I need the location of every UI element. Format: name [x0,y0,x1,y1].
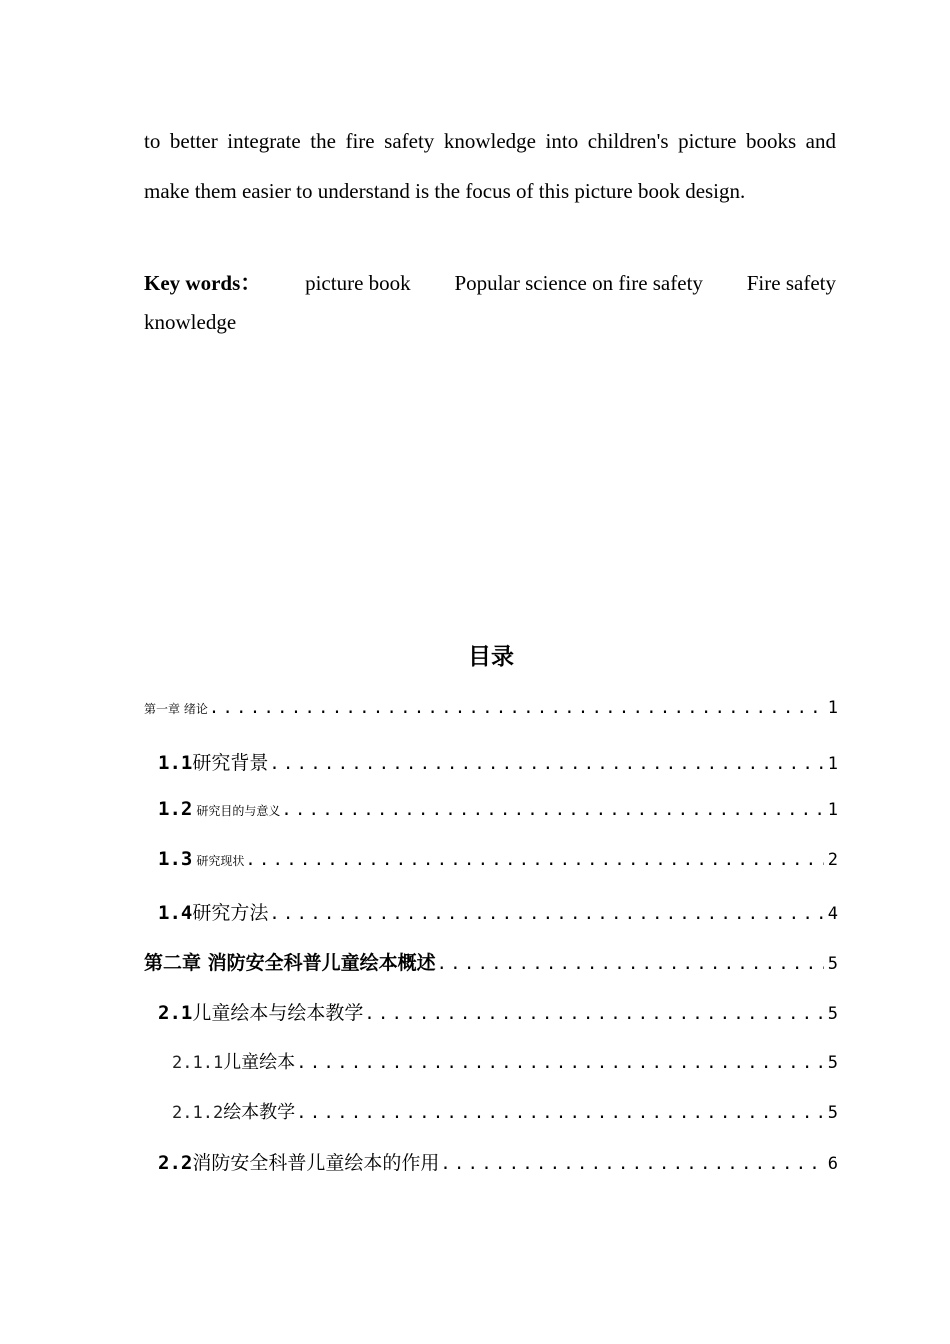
toc-page-number: 5 [827,1004,838,1024]
toc-entry[interactable] [158,1148,838,1178]
toc-section-number: 1.1 [158,752,193,774]
toc-page-number: 6 [827,1154,838,1174]
keyword-continuation: knowledge [144,310,237,334]
keyword-item: Fire safety [746,271,836,295]
toc-leader [296,1103,824,1123]
toc-section-number: 1.2 [158,798,193,820]
toc-entry[interactable] [172,1048,838,1078]
toc-entry-text: 研究现状 [196,854,245,868]
toc-entry-text: 研究背景 [192,752,269,774]
toc-entry[interactable] [158,898,838,928]
toc-entry[interactable] [172,1098,838,1128]
toc-entry[interactable] [144,948,838,978]
toc-section-number: 2.1 [158,1002,193,1024]
toc-entry-text: 第一章 绪论 [144,702,208,716]
toc-entry[interactable] [158,998,838,1028]
toc-entry-text: 第二章 消防安全科普儿童绘本概述 [144,952,436,974]
toc-entry-text: 研究目的与意义 [196,804,281,818]
toc-entry-text: 儿童绘本与绘本教学 [192,1002,364,1024]
toc-leader [364,1004,823,1024]
toc-leader [209,698,824,718]
toc-page-number: 2 [827,850,838,870]
toc-leader [296,1053,824,1073]
toc-entry-text: 研究方法 [192,902,269,924]
toc-entry-text: 绘本教学 [223,1102,296,1123]
keyword-item: picture book [305,271,411,295]
keywords-label: Key words： [144,271,262,295]
toc-entry[interactable] [158,798,838,828]
abstract-line-2: make them easier to understand is the focus of this picture book design. [144,179,746,203]
toc-page-number: 5 [827,1053,838,1073]
keywords-block [144,264,836,342]
toc-entry[interactable] [158,848,838,878]
toc-section-number: 1.3 [158,848,193,870]
toc-leader [437,954,824,974]
toc-page-number: 5 [827,1103,838,1123]
toc-section-number: 2.1.1 [172,1053,224,1073]
toc-entry-text: 儿童绘本 [223,1052,296,1073]
toc-page-number: 1 [827,754,838,774]
toc-leader [281,800,823,820]
toc-section-number: 2.2 [158,1152,193,1174]
toc-leader [269,904,823,924]
toc-leader [440,1154,823,1174]
keyword-item: Popular science on fire safety [454,271,703,295]
toc-page-number: 5 [827,954,838,974]
toc-entry-text: 消防安全科普儿童绘本的作用 [192,1152,440,1174]
toc-page-number: 4 [827,904,838,924]
abstract-line-1: to better integrate the fire safety knowledge into children's picture books and [144,129,836,153]
toc-entry[interactable] [158,748,838,778]
toc-section-number: 1.4 [158,902,193,924]
toc-entry[interactable] [144,698,838,728]
toc-leader [245,850,823,870]
toc-title: 目录 [468,644,514,670]
toc-leader [269,754,823,774]
toc-page-number: 1 [827,698,838,718]
toc-page-number: 1 [827,800,838,820]
toc-section-number: 2.1.2 [172,1103,224,1123]
